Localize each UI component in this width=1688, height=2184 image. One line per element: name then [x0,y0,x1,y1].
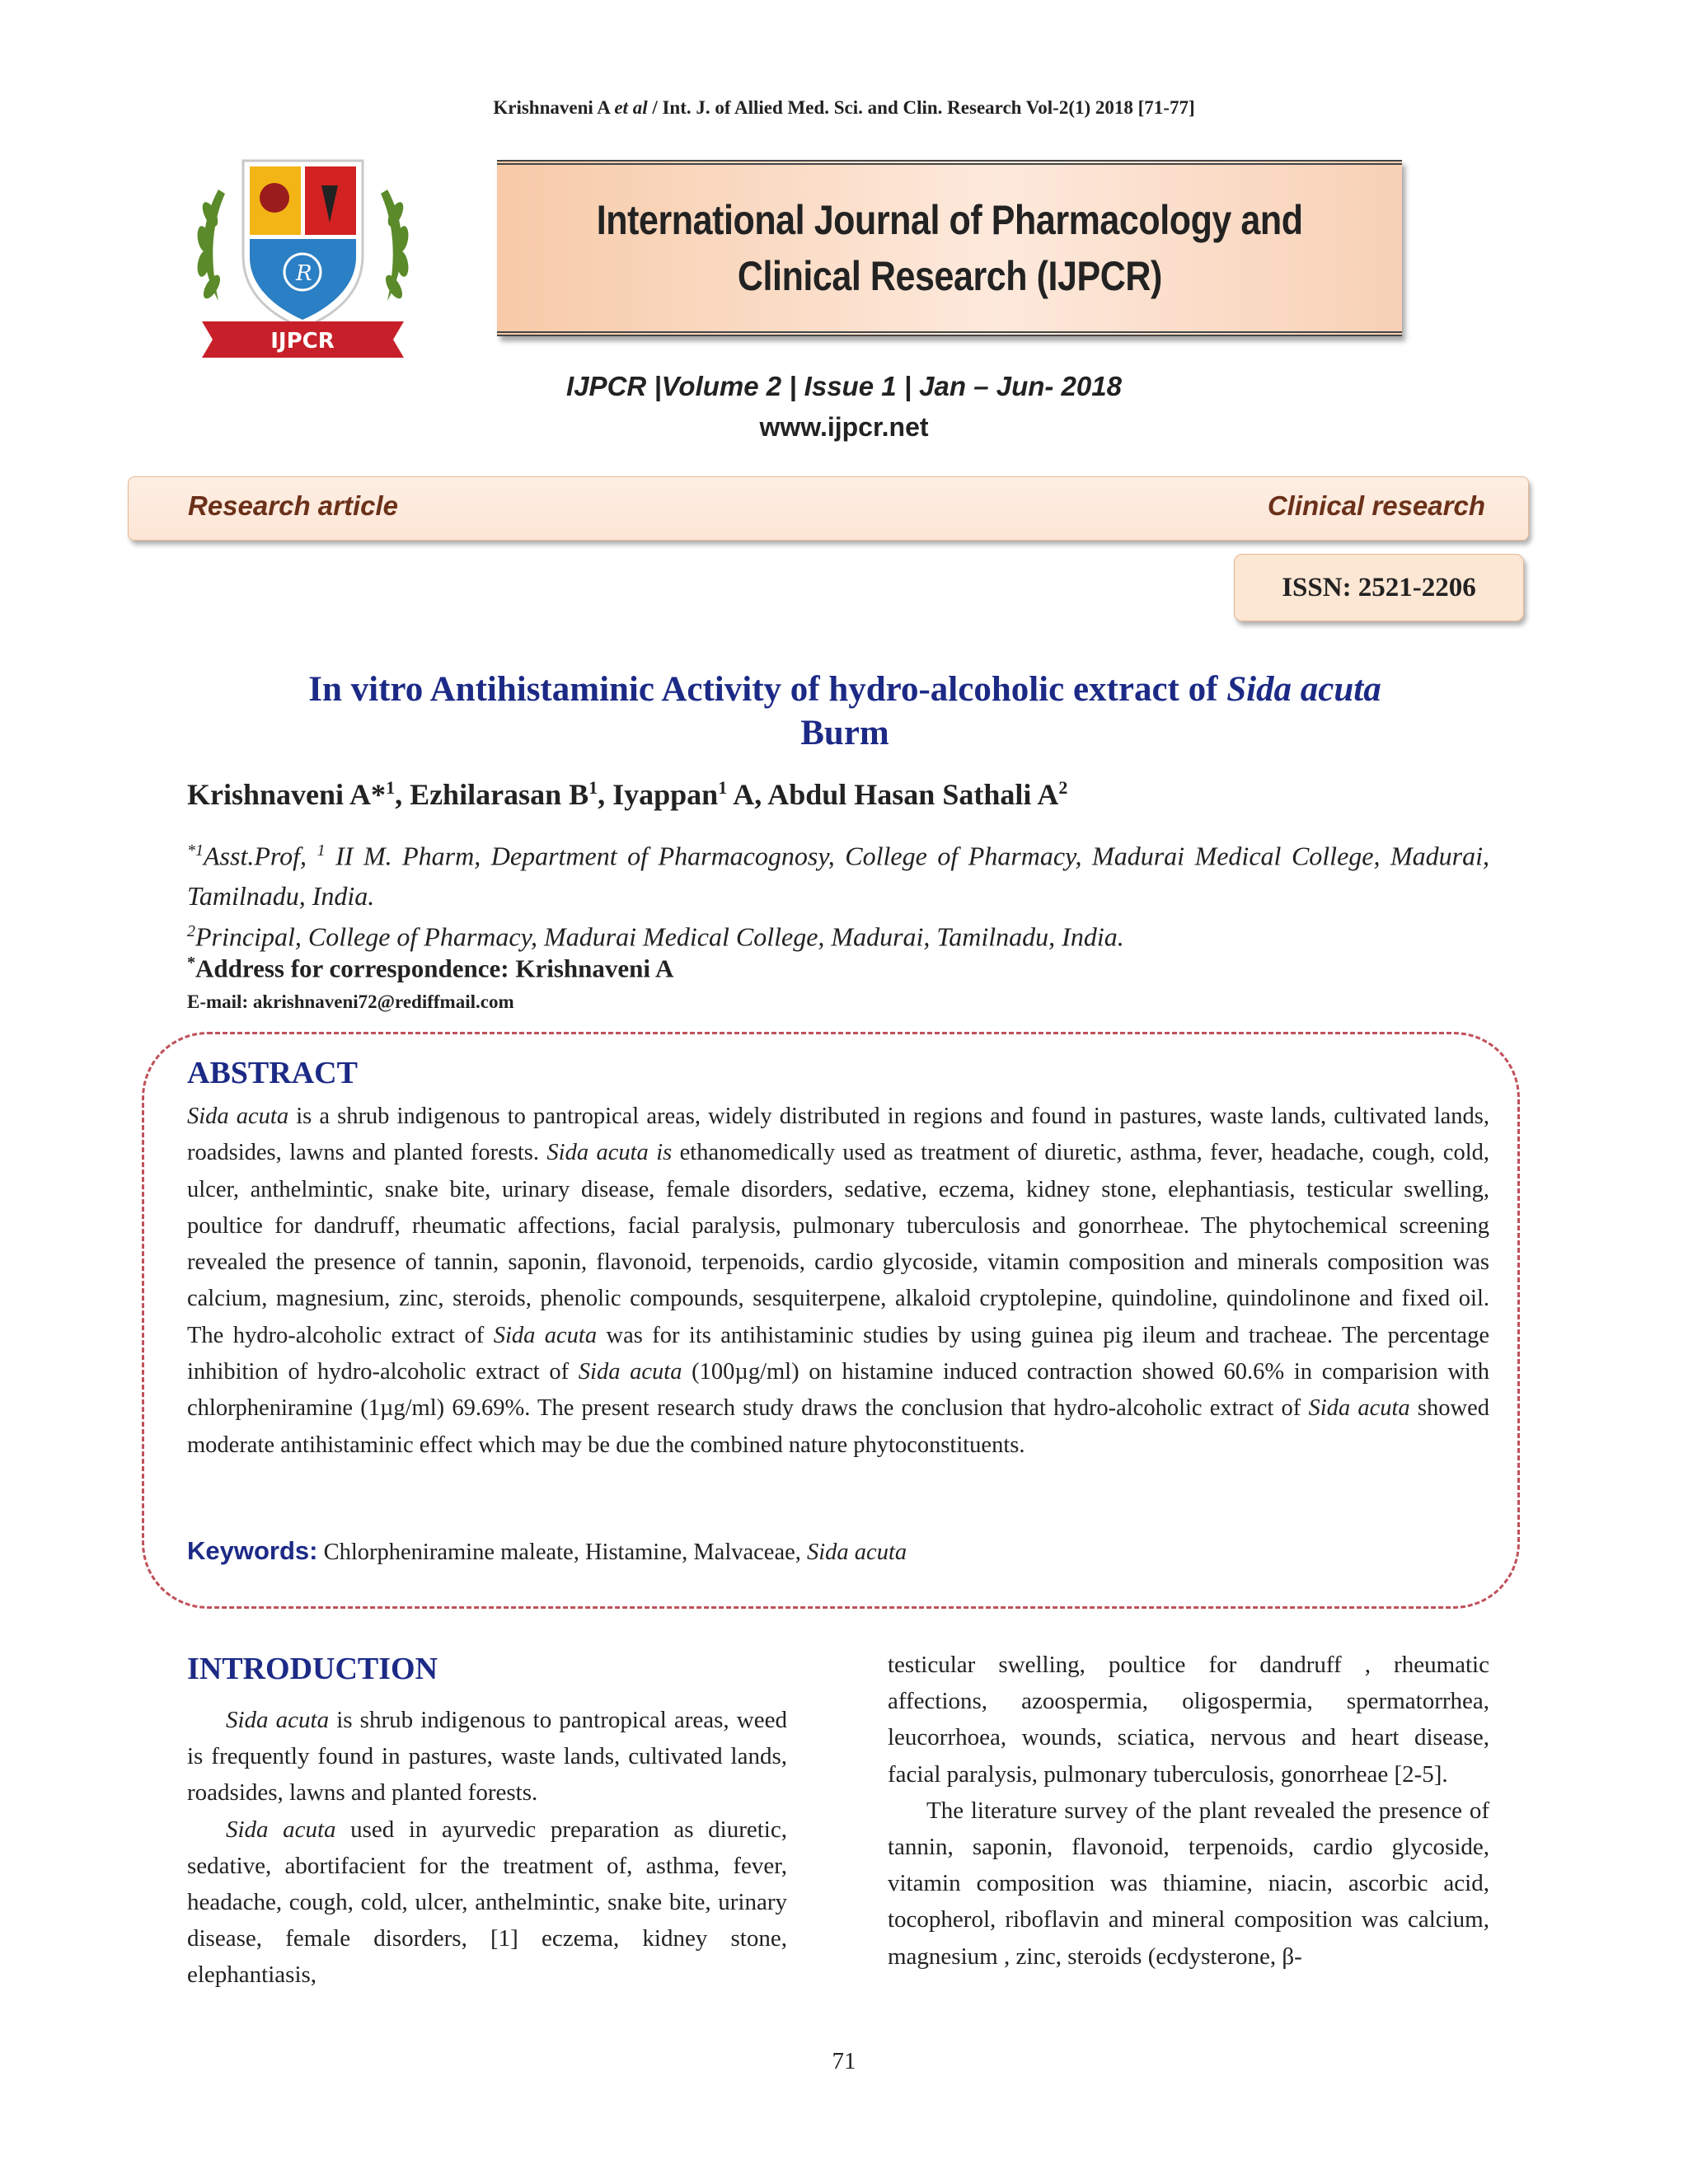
journal-banner [497,160,1402,336]
author-name: Iyappan [612,778,719,811]
article-type-right: Clinical research [1267,490,1485,521]
affiliation-2: $^2$Principal, College of Pharmacy, Madurai Medical College, Madurai, Tamilnadu, India. [187,921,1124,952]
affiliation-1: $^{*1}$Asst.Prof, $^1$ II M. Pharm, Department of Pharmacognosy, College of Pharmacy, Madurai Medical College, Madurai, Tamilnadu, India. [187,841,1490,911]
intro-paragraph-3: The literature survey of the plant revealed the presence of tannin, saponin, flavonoid, terpenoids, cardio glycoside, vitamin composition was thiamine, niacin, ascorbic acid, tocopherol, riboflavin and mineral composition was calcium, magnesium , zinc, steroids (ecdysterone, β- [888,1797,1489,1970]
ijpcr-crest-icon [185,157,420,363]
keywords-label: Keywords: [187,1536,318,1565]
author-name: Abdul Hasan Sathali A [767,778,1059,811]
running-header-author: Krishnaveni A [493,97,610,118]
issue-line: IJPCR |Volume 2 | Issue 1 | Jan – Jun- 2018 [566,371,1122,401]
intro-paragraph-2-continued: testicular swelling, poultice for dandruff , rheumatic affections, azoospermia, oligospermia, spermatorrhea, leucorrhoea, wounds, sciatica, nervous and heart disease, facial paralysis, pulmonary tuberculosis, gonorrheae [2-5]. [888,1652,1489,1788]
running-header [0,97,1688,119]
introduction-heading: INTRODUCTION [187,1652,438,1686]
journal-title-line-2: Clinical Research (IJPCR) [737,253,1162,299]
abstract-body: Sida acuta is a shrub indigenous to pantropical areas, widely distributed in regions and found in pastures, waste lands, cultivated lands, roadsides, lawns and planted forests. Sida acuta is ethanomedically used as treatment of diuretic, asthma, fever, headache, cough, cold, ulcer, anthelmintic, snake bite, urinary disease, female disorders, sedative, eczema, kidney stone, elephantiasis, testicular swelling, poultice for dandruff, rheumatic affections, facial paralysis, pulmonary tuberculosis and gonorrheae. The phytochemical screening revealed the presence of tannin, saponin, flavonoid, terpenoids, cardio glycoside, vitamin composition and minerals composition was calcium, magnesium, zinc, steroids, phenolic compounds, sesquiterpene, alkaloid cryptolepine, quindoline, quindolinone and fixed oil. The hydro-alcoholic extract of Sida acuta was for its antihistaminic studies by using guinea pig ileum and tracheae. The percentage inhibition of hydro-alcoholic extract of Sida acuta (100µg/ml) on histamine induced contraction showed 60.6% in comparision with chlorpheniramine (1µg/ml) 69.69%. The present research study draws the conclusion that hydro-alcoholic extract of Sida acuta showed moderate antihistaminic effect which may be due the combined nature phytoconstituents. [187,1104,1489,1458]
intro-paragraph-2: Sida acuta used in ayurvedic preparation as diuretic, sedative, abortifacient for the treatment of, asthma, fever, headache, cough, cold, ulcer, anthelmintic, snake bite, urinary disease, female disorders, [1] eczema, kidney stone, elephantiasis, [187,1816,787,1989]
article-title-suffix: Burm [800,714,889,752]
journal-logo [185,157,420,363]
author-affiliation-sup: 2 [1058,777,1068,798]
author-name: Krishnaveni A* [187,778,387,811]
correspondence-address: *Address for correspondence: Krishnaveni A [187,954,674,983]
author-list: Krishnaveni A*$^1$, Ezhilarasan $B^1$, Iyappan$^1$ A, Abdul Hasan Sathali $A^2$ [187,777,1068,811]
running-header-etal: et al [614,97,648,118]
journal-title-line-1: International Journal of Pharmacology and [596,197,1303,243]
intro-paragraph-1: Sida acuta is shrub indigenous to pantropical areas, weed is frequently found in pastures, waste lands, cultivated lands, roadsides, lawns and planted forests. [187,1707,787,1807]
issn-badge: ISSN: 2521-2206 [1234,554,1524,621]
svg-text:R: R [296,261,312,286]
article-title [185,668,1504,755]
logo-banner-text: IJPCR [270,329,335,354]
article-title-main: In vitro Antihistaminic Activity of hydro-alcoholic extract of [308,670,1227,709]
abstract-heading: ABSTRACT [187,1056,358,1090]
author-name: Ezhilarasan B [410,778,589,811]
article-type-bar [128,476,1529,541]
article-type-left: Research article [188,490,398,521]
running-header-citation: / Int. J. of Allied Med. Sci. and Clin. Research Vol-2(1) 2018 [71-77] [652,97,1195,118]
page-number: 71 [832,2048,856,2074]
keywords: Keywords: Chlorpheniramine maleate, Histamine, Malvaceae, Sida acuta [187,1536,907,1565]
article-title-species: Sida acuta [1226,670,1381,709]
author-affiliation-sup: 1 [386,777,396,798]
body-column-right [888,1647,1489,1975]
correspondence-email[interactable]: E-mail: akrishnaveni72@rediffmail.com [187,991,514,1012]
body-column-left [187,1702,787,1994]
author-affiliation-sup: 1 [588,777,598,798]
author-affiliation-sup: 1 [718,777,728,798]
journal-website-link[interactable]: www.ijpcr.net [759,412,929,442]
